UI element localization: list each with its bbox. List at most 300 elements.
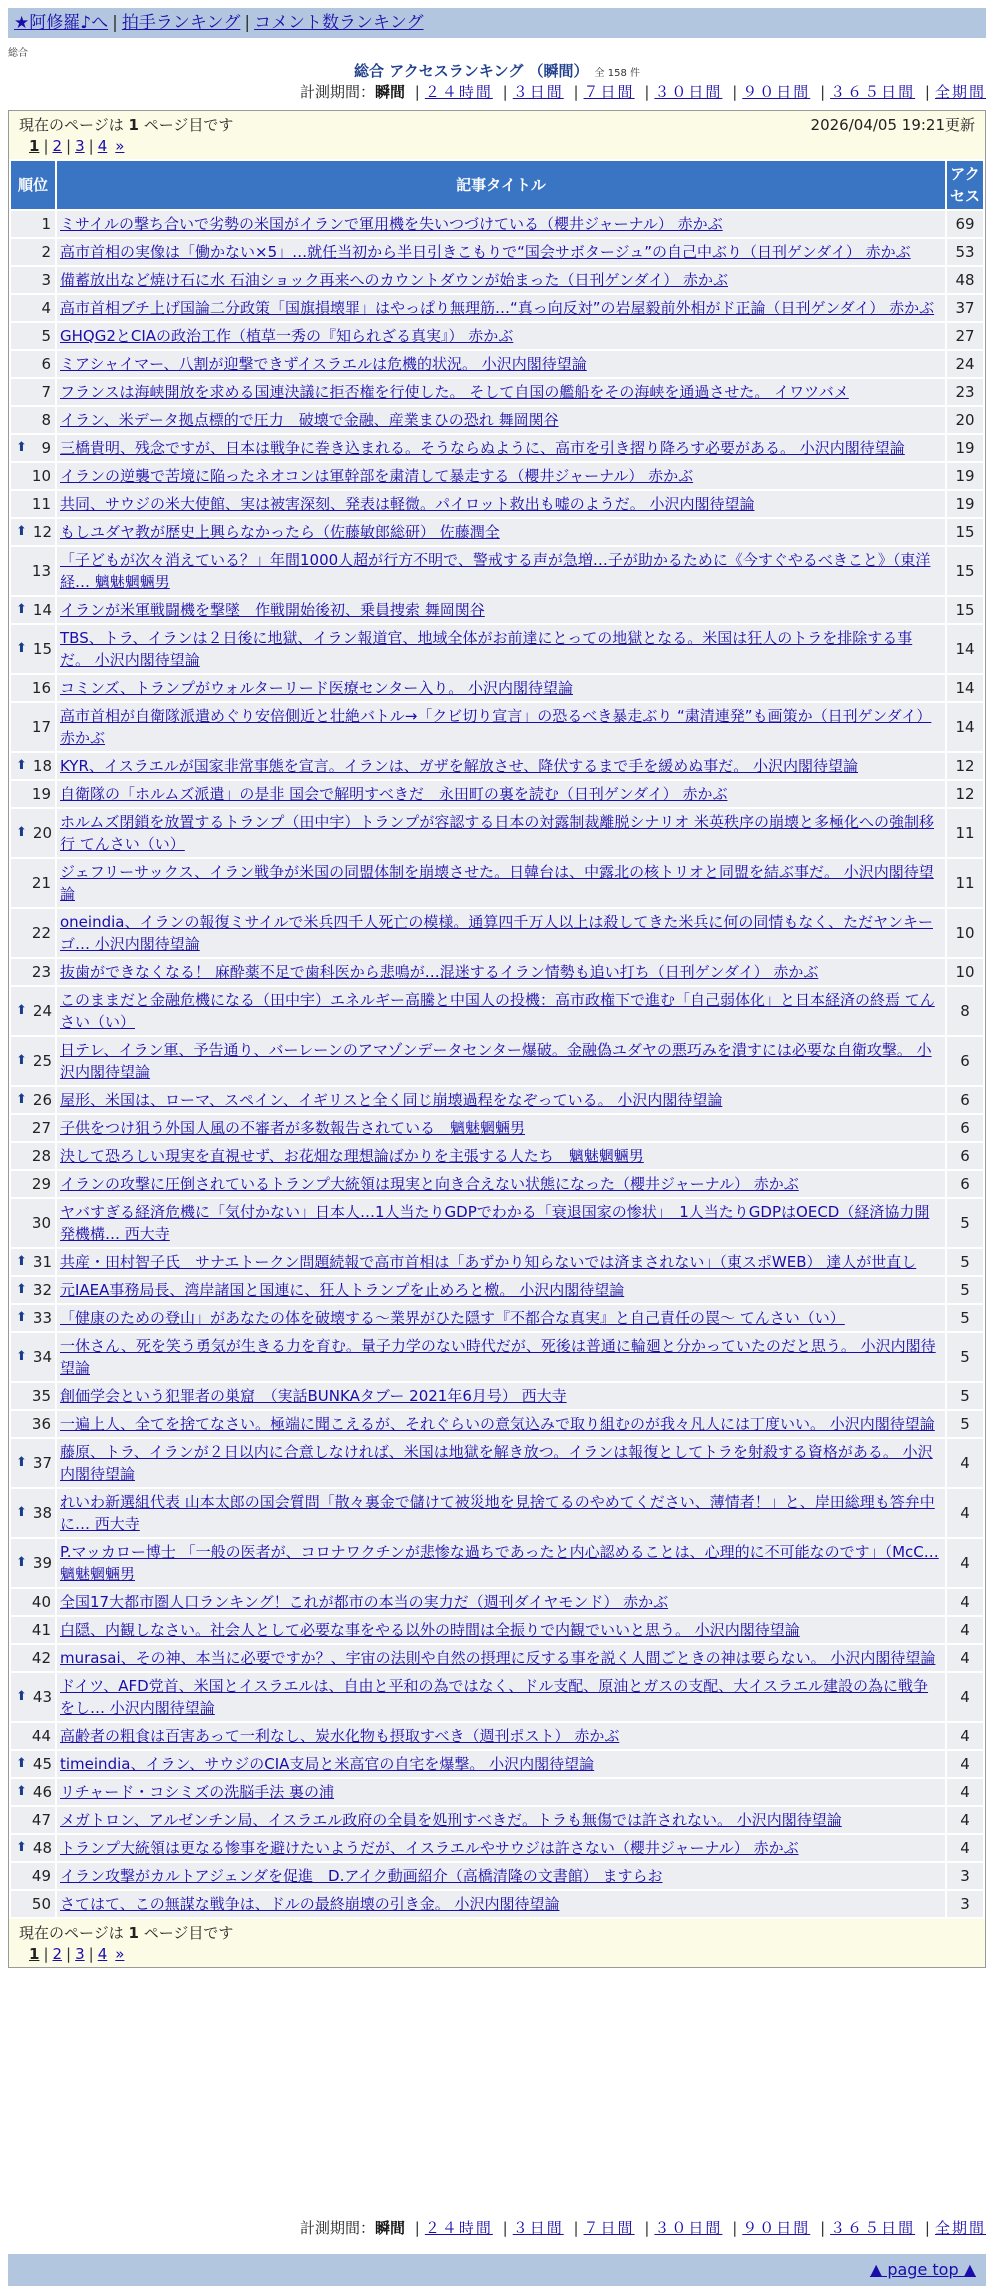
period-option[interactable]: ９０日間 <box>742 2219 811 2237</box>
table-row <box>11 675 983 701</box>
table-row <box>11 1333 983 1381</box>
access-count: 4 <box>947 1723 983 1749</box>
rank-number: 23 <box>31 963 51 981</box>
page-title: 総合 アクセスランキング （瞬間） <box>354 62 589 80</box>
article-link[interactable]: ミサイルの撃ち合いで劣勢の米国がイランで軍用機を失いつづけている（櫻井ジャーナル） 赤かぶ <box>60 215 723 233</box>
rank-number: 35 <box>31 1387 51 1405</box>
page-links: 1 | 2 | 3 | 4 » <box>29 1945 125 1963</box>
rank-up-arrow-icon: ⬆ <box>16 1092 27 1107</box>
title-cell <box>57 1779 945 1805</box>
rank-cell <box>11 1305 55 1331</box>
rank-number: 28 <box>31 1147 51 1165</box>
table-row <box>11 703 983 751</box>
title-cell <box>57 547 945 595</box>
access-count: 8 <box>947 987 983 1035</box>
article-link[interactable]: 高市首相の実像は「働かない×5」…就任当初から半日引きこもりで“国会サボタージュ”の自己中ぶり（日刊ゲンダイ） 赤かぶ <box>60 243 911 261</box>
access-count: 53 <box>947 239 983 265</box>
article-link[interactable]: 共同、サウジの米大使館、実は被害深刻、発表は軽微。パイロット救出も嘘のようだ。 小沢内閣待望論 <box>60 495 755 513</box>
rank-number: 13 <box>31 562 51 580</box>
table-row <box>11 1489 983 1537</box>
article-link[interactable]: トランプ大統領は更なる惨事を避けたいようだが、イスラエルやサウジは許さない（櫻井ジャーナル） 赤かぶ <box>60 1839 799 1857</box>
access-count: 23 <box>947 379 983 405</box>
title-cell <box>57 1489 945 1537</box>
access-count: 10 <box>947 909 983 957</box>
table-row <box>11 909 983 957</box>
access-count: 5 <box>947 1305 983 1331</box>
table-row <box>11 379 983 405</box>
article-link[interactable]: フランスは海峡開放を求める国連決議に拒否権を行使した。 そして自国の艦船をその海峡を通過させた。 イワツバメ <box>60 383 849 401</box>
title-cell <box>57 1645 945 1671</box>
title-header: 記事タイトル <box>57 161 945 209</box>
rank-up-arrow-icon: ⬆ <box>16 602 27 617</box>
rank-cell <box>11 1037 55 1085</box>
table-row <box>11 809 983 857</box>
title-cell <box>57 597 945 623</box>
article-link[interactable]: リチャード・コシミズの洗脳手法 裏の浦 <box>60 1783 335 1801</box>
table-row <box>11 597 983 623</box>
access-count: 5 <box>947 1277 983 1303</box>
rank-number: 42 <box>31 1649 51 1667</box>
pager-bottom <box>9 1919 985 1967</box>
title-cell <box>57 239 945 265</box>
table-row <box>11 239 983 265</box>
article-link[interactable]: timeindia、イラン、サウジのCIA支局と米高官の自宅を爆撃。 小沢内閣待望論 <box>60 1755 595 1773</box>
article-link[interactable]: ジェフリーサックス、イラン戦争が米国の同盟体制を崩壊させた。日韓台は、中露北の核トリオと同盟を結ぶ事だ。 小沢内閣待望論 <box>60 863 934 903</box>
rank-up-arrow-icon: ⬆ <box>16 1349 27 1364</box>
rank-number: 50 <box>31 1895 51 1913</box>
article-link[interactable]: 藤原、トラ、イランが２日以内に合意しなければ、米国は地獄を解き放つ。イランは報復としてトラを射殺する資格がある。 小沢内閣待望論 <box>60 1443 933 1483</box>
period-option[interactable]: ９０日間 <box>742 83 811 101</box>
period-selector-top: 計測期間：瞬間 | ２４時間 | ３日間 | ７日間 | ３０日間 | ９０日間 | ３６５日間 | 全期間 <box>299 83 986 101</box>
rank-up-arrow-icon: ⬆ <box>16 524 27 539</box>
rank-cell <box>11 239 55 265</box>
title-cell <box>57 781 945 807</box>
rank-number: 37 <box>32 1454 52 1472</box>
article-link[interactable]: 屋形、米国は、ローマ、スペイン、イギリスと全く同じ崩壊過程をなぞっている。 小沢内閣待望論 <box>60 1091 723 1109</box>
article-link[interactable]: ドイツ、AFD党首、米国とイスラエルは、自由と平和の為ではなく、ドル支配、原油とガスの支配、大イスラエル建設の為に戦争をし… 小沢内閣待望論 <box>60 1677 929 1717</box>
table-row <box>11 959 983 985</box>
access-count: 12 <box>947 753 983 779</box>
rank-cell <box>11 597 55 623</box>
rank-cell <box>11 675 55 701</box>
rank-up-arrow-icon: ⬆ <box>16 1053 27 1068</box>
period-option[interactable]: ３６５日間 <box>830 2219 916 2237</box>
title-cell <box>57 675 945 701</box>
table-row <box>11 1199 983 1247</box>
rank-number: 4 <box>41 299 51 317</box>
article-link[interactable]: イランの攻撃に圧倒されているトランプ大統領は現実と向き合えない状態になった（櫻井ジャーナル） 赤かぶ <box>60 1175 799 1193</box>
title-cell <box>57 1383 945 1409</box>
rank-cell <box>11 1673 55 1721</box>
title-cell <box>57 625 945 673</box>
title-cell <box>57 1305 945 1331</box>
table-row <box>11 211 983 237</box>
rank-number: 36 <box>31 1415 51 1433</box>
rank-up-arrow-icon: ⬆ <box>16 1505 27 1520</box>
period-option[interactable]: ２４時間 <box>424 83 493 101</box>
rank-number: 7 <box>41 383 51 401</box>
access-count: 5 <box>947 1249 983 1275</box>
article-link[interactable]: oneindia、イランの報復ミサイルで米兵四千人死亡の模様。通算四千万人以上は殺してきた米兵に何の同情もなく、ただヤンキーゴ… 小沢内閣待望論 <box>60 913 933 953</box>
rank-header: 順位 <box>11 161 55 209</box>
period-option[interactable]: ２４時間 <box>424 2219 493 2237</box>
access-count: 4 <box>947 1835 983 1861</box>
table-row <box>11 1439 983 1487</box>
rank-up-arrow-icon: ⬆ <box>16 1455 27 1470</box>
rank-number: 25 <box>32 1052 52 1070</box>
table-row <box>11 1863 983 1889</box>
title-cell <box>57 1891 945 1917</box>
article-link[interactable]: 日テレ、イラン軍、予告通り、バーレーンのアマゾンデータセンター爆破。金融偽ユダヤの悪巧みを潰すには必要な自衛攻撃。 小沢内閣待望論 <box>60 1041 932 1081</box>
table-row <box>11 753 983 779</box>
rank-cell <box>11 1383 55 1409</box>
rank-up-arrow-icon: ⬆ <box>16 1003 27 1018</box>
article-link[interactable]: 高市首相が自衛隊派遣めぐり安倍側近と壮絶バトル→「クビ切り宣言」の恐るべき暴走ぶり “粛清連発”も画策か（日刊ゲンダイ） 赤かぶ <box>60 707 932 747</box>
table-row <box>11 1305 983 1331</box>
page-link[interactable]: 3 <box>75 137 85 155</box>
period-option[interactable]: 全期間 <box>934 2219 986 2237</box>
access-count: 12 <box>947 781 983 807</box>
table-row <box>11 1277 983 1303</box>
rank-number: 46 <box>32 1783 52 1801</box>
rank-cell <box>11 1199 55 1247</box>
access-count: 6 <box>947 1087 983 1113</box>
pager-top <box>9 111 985 159</box>
rank-number: 12 <box>32 523 52 541</box>
article-link[interactable]: GHQG2とCIAの政治工作（植草一秀の『知られざる真実』） 赤かぶ <box>60 327 514 345</box>
table-row <box>11 1115 983 1141</box>
access-count: 14 <box>947 675 983 701</box>
title-cell <box>57 1171 945 1197</box>
rank-number: 20 <box>32 824 52 842</box>
title-cell <box>57 1723 945 1749</box>
title-cell <box>57 295 945 321</box>
access-count: 6 <box>947 1171 983 1197</box>
title-cell <box>57 1411 945 1437</box>
article-link[interactable]: れいわ新選組代表 山本太郎の国会質問「散々裏金で儲けて被災地を見捨てるのやめてください、薄情者！」と、岸田総理も答弁中に… 西大寺 <box>60 1493 935 1533</box>
page-link-current: 1 <box>29 137 40 155</box>
rank-number: 49 <box>31 1867 51 1885</box>
page-link[interactable]: 2 <box>52 1945 63 1963</box>
title-cell <box>57 1673 945 1721</box>
article-link[interactable]: 一遍上人、全てを捨てなさい。極端に聞こえるが、それぐらいの意気込みで取り組むのが我々凡人には丁度いい。 小沢内閣待望論 <box>60 1415 935 1433</box>
article-link[interactable]: 「健康のための登山」があなたの体を破壊する〜業界がひた隠す『不都合な真実』と自己責任の罠〜 てんさい（い） <box>60 1309 845 1327</box>
access-count: 3 <box>947 1891 983 1917</box>
article-link[interactable]: イランの逆襲で苦境に陥ったネオコンは軍幹部を粛清して暴走する（櫻井ジャーナル） 赤かぶ <box>60 467 694 485</box>
rank-up-arrow-icon: ⬆ <box>16 825 27 840</box>
rank-number: 3 <box>41 271 51 289</box>
period-option[interactable]: ３日間 <box>512 83 564 101</box>
page-link[interactable]: 4 <box>97 137 108 155</box>
table-row <box>11 1037 983 1085</box>
rank-number: 6 <box>41 355 51 373</box>
article-link[interactable]: 全国17大都市圏人口ランキング！これが都市の本当の実力だ（週刊ダイヤモンド） 赤かぶ <box>60 1593 669 1611</box>
title-cell <box>57 407 945 433</box>
table-row <box>11 1171 983 1197</box>
rank-up-arrow-icon: ⬆ <box>16 1310 27 1325</box>
rank-number: 44 <box>31 1727 51 1745</box>
rank-cell <box>11 1143 55 1169</box>
rank-cell <box>11 1411 55 1437</box>
title-cell <box>57 959 945 985</box>
title-cell <box>57 1617 945 1643</box>
rank-number: 47 <box>31 1811 51 1829</box>
article-link[interactable]: 創価学会という犯罪者の巣窟 （実話BUNKAタブー 2021年6月号） 西大寺 <box>60 1387 567 1405</box>
article-link[interactable]: 抜歯ができなくなる！ 麻酔薬不足で歯科医から悲鳴が…混迷するイラン情勢も追い打ち（日刊ゲンダイ） 赤かぶ <box>60 963 819 981</box>
access-count: 4 <box>947 1779 983 1805</box>
article-link[interactable]: イランが米軍戦闘機を撃墜 作戦開始後初、乗員捜索 舞岡関谷 <box>60 601 485 619</box>
table-row <box>11 987 983 1035</box>
title-cell <box>57 1037 945 1085</box>
article-link[interactable]: ミアシャイマー、八割が迎撃できずイスラエルは危機的状況。 小沢内閣待望論 <box>60 355 587 373</box>
access-count: 6 <box>947 1037 983 1085</box>
period-option[interactable]: ７日間 <box>583 83 635 101</box>
access-count: 4 <box>947 1751 983 1777</box>
category-tag: 総合 <box>8 48 28 59</box>
article-link[interactable]: 共産・田村智子氏 サナエトークン問題続報で高市首相は「あずかり知らないでは済まされない」（東スポWEB） 達人が世直し <box>60 1253 917 1271</box>
access-count: 14 <box>947 703 983 751</box>
rank-cell <box>11 211 55 237</box>
title-cell <box>57 435 945 461</box>
table-row <box>11 781 983 807</box>
rank-number: 17 <box>31 718 51 736</box>
rank-number: 34 <box>32 1348 52 1366</box>
rank-number: 41 <box>31 1621 51 1639</box>
table-row <box>11 1751 983 1777</box>
rank-cell <box>11 1645 55 1671</box>
table-row <box>11 1143 983 1169</box>
table-row <box>11 1087 983 1113</box>
access-count: 20 <box>947 407 983 433</box>
access-count: 19 <box>947 463 983 489</box>
rank-cell <box>11 267 55 293</box>
rank-number: 33 <box>32 1309 52 1327</box>
rank-up-arrow-icon: ⬆ <box>16 1555 27 1570</box>
title-cell <box>57 1539 945 1587</box>
rank-cell <box>11 1891 55 1917</box>
home-link[interactable]: ★阿修羅♪へ <box>14 13 109 33</box>
access-count: 15 <box>947 547 983 595</box>
title-cell <box>57 1143 945 1169</box>
access-count: 5 <box>947 1383 983 1409</box>
top-nav-bar <box>8 8 986 38</box>
table-row <box>11 1645 983 1671</box>
article-link[interactable]: 三橋貴明、残念ですが、日本は戦争に巻き込まれる。そうならぬように、高市を引き摺り降ろす必要がある。 小沢内閣待望論 <box>60 439 905 457</box>
article-link[interactable]: 「子どもが次々消えている？」年間1000人超が行方不明で、警戒する声が急増…子が助かるために《今すぐやるべきこと》（東洋経… 魑魅魍魎男 <box>60 551 931 591</box>
nav-separator: | <box>112 13 118 33</box>
period-option[interactable]: 全期間 <box>934 83 986 101</box>
page-link[interactable]: 3 <box>75 1945 85 1963</box>
rank-cell <box>11 295 55 321</box>
table-row <box>11 463 983 489</box>
table-row <box>11 1249 983 1275</box>
table-row <box>11 407 983 433</box>
title-cell <box>57 1835 945 1861</box>
article-link[interactable]: メガトロン、アルゼンチン局、イスラエル政府の全員を処刑すべきだ。トラも無傷では許されない。 小沢内閣待望論 <box>60 1811 842 1829</box>
access-count: 4 <box>947 1645 983 1671</box>
article-link[interactable]: さてはて、この無謀な戦争は、ドルの最終崩壊の引き金。 小沢内閣待望論 <box>60 1895 560 1913</box>
table-row <box>11 1891 983 1917</box>
page-link-current: 1 <box>29 1945 40 1963</box>
rank-cell <box>11 1751 55 1777</box>
total-count: 全 158 件 <box>594 68 640 79</box>
rank-cell <box>11 1171 55 1197</box>
article-link[interactable]: このままだと金融危機になる（田中宇）エネルギー高騰と中国人の投機：高市政権下で進む「自己弱体化」と日本経済の終焉 てんさい（い） <box>60 991 935 1031</box>
rank-cell <box>11 1779 55 1805</box>
period-option[interactable]: ３日間 <box>512 2219 564 2237</box>
access-count: 37 <box>947 295 983 321</box>
table-header-row <box>11 161 983 209</box>
rank-cell <box>11 1489 55 1537</box>
rank-up-arrow-icon: ⬆ <box>16 1784 27 1799</box>
access-count: 24 <box>947 351 983 377</box>
rank-number: 27 <box>31 1119 51 1137</box>
title-cell <box>57 1333 945 1381</box>
footer-bar <box>8 2254 986 2286</box>
article-link[interactable]: もしユダヤ教が歴史上興らなかったら（佐藤敏郎総研） 佐藤潤全 <box>60 523 500 541</box>
rank-cell <box>11 1617 55 1643</box>
rank-cell <box>11 519 55 545</box>
rank-cell <box>11 351 55 377</box>
article-link[interactable]: コミンズ、トランプがウォルターリード医療センター入り。 小沢内閣待望論 <box>60 679 573 697</box>
article-link[interactable]: 備蓄放出など焼け石に水 石油ショック再来へのカウントダウンが始まった（日刊ゲンダイ） 赤かぶ <box>60 271 729 289</box>
rank-up-arrow-icon: ⬆ <box>16 1282 27 1297</box>
article-link[interactable]: 子供をつけ狙う外国人風の不審者が多数報告されている 魑魅魍魎男 <box>60 1119 526 1137</box>
rank-number: 16 <box>31 679 51 697</box>
title-cell <box>57 1807 945 1833</box>
title-cell <box>57 859 945 907</box>
next-page-link[interactable]: » <box>115 1945 125 1963</box>
article-link[interactable]: 元IAEA事務局長、湾岸諸国と国連に、狂人トランプを止めろと檄。 小沢内閣待望論 <box>60 1281 625 1299</box>
article-link[interactable]: TBS、トラ、イランは２日後に地獄、イラン報道官、地域全体がお前達にとっての地獄となる。米国は狂人のトラを排除する事だ。 小沢内閣待望論 <box>60 629 913 669</box>
article-link[interactable]: イラン、米データ拠点標的で圧力 破壊で金融、産業まひの恐れ 舞岡関谷 <box>60 411 559 429</box>
article-link[interactable]: 決して恐ろしい現実を直視せず、お花畑な理想論ばかりを主張する人たち 魑魅魍魎男 <box>60 1147 644 1165</box>
access-count: 4 <box>947 1489 983 1537</box>
rank-cell <box>11 1333 55 1381</box>
rank-number: 14 <box>32 601 52 619</box>
title-cell <box>57 379 945 405</box>
updated-timestamp: 2026/04/05 19:21更新 <box>810 115 975 134</box>
rank-cell <box>11 1539 55 1587</box>
rank-cell <box>11 1439 55 1487</box>
article-link[interactable]: イラン攻撃がカルトアジェンダを促進 D.アイク動画紹介（高橋清隆の文書館） ますらお <box>60 1867 663 1885</box>
access-count: 15 <box>947 519 983 545</box>
period-option[interactable]: ３０日間 <box>654 83 723 101</box>
article-link[interactable]: KYR、イスラエルが国家非常事態を宣言。イランは、ガザを解放させ、降伏するまで手を緩めぬ事だ。 小沢内閣待望論 <box>60 757 859 775</box>
nav-separator: | <box>244 13 251 33</box>
page-link[interactable]: 4 <box>97 1945 108 1963</box>
period-current: 瞬間 <box>374 83 405 101</box>
title-cell <box>57 809 945 857</box>
title-cell <box>57 267 945 293</box>
period-label: 計測期間： <box>299 83 375 101</box>
rank-cell <box>11 547 55 595</box>
rank-cell <box>11 435 55 461</box>
comment-ranking-link[interactable]: コメント数ランキング <box>254 13 424 33</box>
rank-cell <box>11 1863 55 1889</box>
article-link[interactable]: ホルムズ閉鎖を放置するトランプ（田中宇）トランプが容認する日本の対露制裁離脱シナリオ 米英秩序の崩壊と多極化への強制移行 てんさい（い） <box>60 813 935 853</box>
access-count: 48 <box>947 267 983 293</box>
period-option[interactable]: ３６５日間 <box>830 83 916 101</box>
article-link[interactable]: murasai、その神、本当に必要ですか？、宇宙の法則や自然の摂理に反する事を説く人間ごときの神は要らない。 小沢内閣待望論 <box>60 1649 936 1667</box>
access-count: 69 <box>947 211 983 237</box>
rank-cell <box>11 1807 55 1833</box>
rank-number: 8 <box>41 411 51 429</box>
clap-ranking-link[interactable]: 拍手ランキング <box>121 13 241 33</box>
table-row <box>11 351 983 377</box>
article-link[interactable]: 一休さん、死を笑う勇気が生きる力を育む。量子力学のない時代だが、死後は普通に輪廻と分かっていたのだと思う。 小沢内閣待望論 <box>60 1337 936 1377</box>
rank-cell <box>11 323 55 349</box>
table-row <box>11 1539 983 1587</box>
article-link[interactable]: P.マッカロー博士 「一般の医者が、コロナワクチンが悲惨な過ちであったと内心認めることは、心理的に不可能なのです」（McC… 魑魅魍魎男 <box>60 1543 939 1583</box>
title-cell <box>57 753 945 779</box>
rank-number: 21 <box>31 874 51 892</box>
ranking-table <box>9 159 985 1919</box>
rank-number: 30 <box>31 1214 51 1232</box>
rank-number: 9 <box>41 439 51 457</box>
rank-up-arrow-icon: ⬆ <box>16 1840 27 1855</box>
table-row <box>11 1807 983 1833</box>
rank-number: 19 <box>31 785 51 803</box>
article-link[interactable]: 白隠、内観しなさい。社会人として必要な事をやる以外の時間は全振りで内観でいいと思う。 小沢内閣待望論 <box>60 1621 800 1639</box>
next-page-link[interactable]: » <box>115 137 125 155</box>
rank-up-arrow-icon: ⬆ <box>16 1254 27 1269</box>
access-count: 4 <box>947 1617 983 1643</box>
table-row <box>11 859 983 907</box>
period-option[interactable]: ７日間 <box>583 2219 635 2237</box>
period-option[interactable]: ３０日間 <box>654 2219 723 2237</box>
rank-number: 10 <box>31 467 51 485</box>
rank-up-arrow-icon: ⬆ <box>16 641 27 656</box>
article-link[interactable]: ヤバすぎる経済危機に「気付かない」日本人…1人当たりGDPでわかる「衰退国家の惨状」 1人当たりGDPはOECD（経済協力開発機構… 西大寺 <box>60 1203 930 1243</box>
rank-cell <box>11 379 55 405</box>
table-row <box>11 1779 983 1805</box>
rank-number: 11 <box>31 495 51 513</box>
current-page-text: 現在のページは 1 ページ目です <box>19 1923 234 1942</box>
title-cell <box>57 703 945 751</box>
rank-cell <box>11 1249 55 1275</box>
access-count: 11 <box>947 809 983 857</box>
rank-number: 15 <box>32 640 52 658</box>
title-cell <box>57 909 945 957</box>
page-top-link[interactable]: ▲ page top ▲ <box>869 2260 976 2279</box>
rank-number: 39 <box>32 1554 52 1572</box>
period-selector-bottom: 計測期間：瞬間 | ２４時間 | ３日間 | ７日間 | ３０日間 | ９０日間 | ３６５日間 | 全期間 <box>299 2219 986 2237</box>
table-row <box>11 295 983 321</box>
page-link[interactable]: 2 <box>52 137 63 155</box>
access-count: 19 <box>947 491 983 517</box>
ranking-panel <box>8 110 986 1968</box>
access-count: 4 <box>947 1589 983 1615</box>
page-links: 1 | 2 | 3 | 4 » <box>29 137 125 155</box>
rank-number: 38 <box>32 1504 52 1522</box>
rank-cell <box>11 1723 55 1749</box>
rank-up-arrow-icon: ⬆ <box>16 440 27 455</box>
article-link[interactable]: 自衛隊の「ホルムズ派遣」の是非 国会で解明すべきだ 永田町の裏を読む（日刊ゲンダイ） 赤かぶ <box>60 785 728 803</box>
table-row <box>11 1673 983 1721</box>
article-link[interactable]: 高齢者の粗食は百害あって一利なし、炭水化物も摂取すべき（週刊ポスト） 赤かぶ <box>60 1727 620 1745</box>
title-cell <box>57 351 945 377</box>
rank-up-arrow-icon: ⬆ <box>16 1689 27 1704</box>
rank-number: 5 <box>41 327 51 345</box>
rank-cell <box>11 1115 55 1141</box>
rank-cell <box>11 407 55 433</box>
table-row <box>11 1589 983 1615</box>
table-row <box>11 267 983 293</box>
title-cell <box>57 491 945 517</box>
rank-number: 40 <box>31 1593 51 1611</box>
article-link[interactable]: 高市首相ブチ上げ国論二分政策「国旗損壊罪」はやっぱり無理筋…“真っ向反対”の岩屋毅前外相がド正論（日刊ゲンダイ） 赤かぶ <box>60 299 935 317</box>
